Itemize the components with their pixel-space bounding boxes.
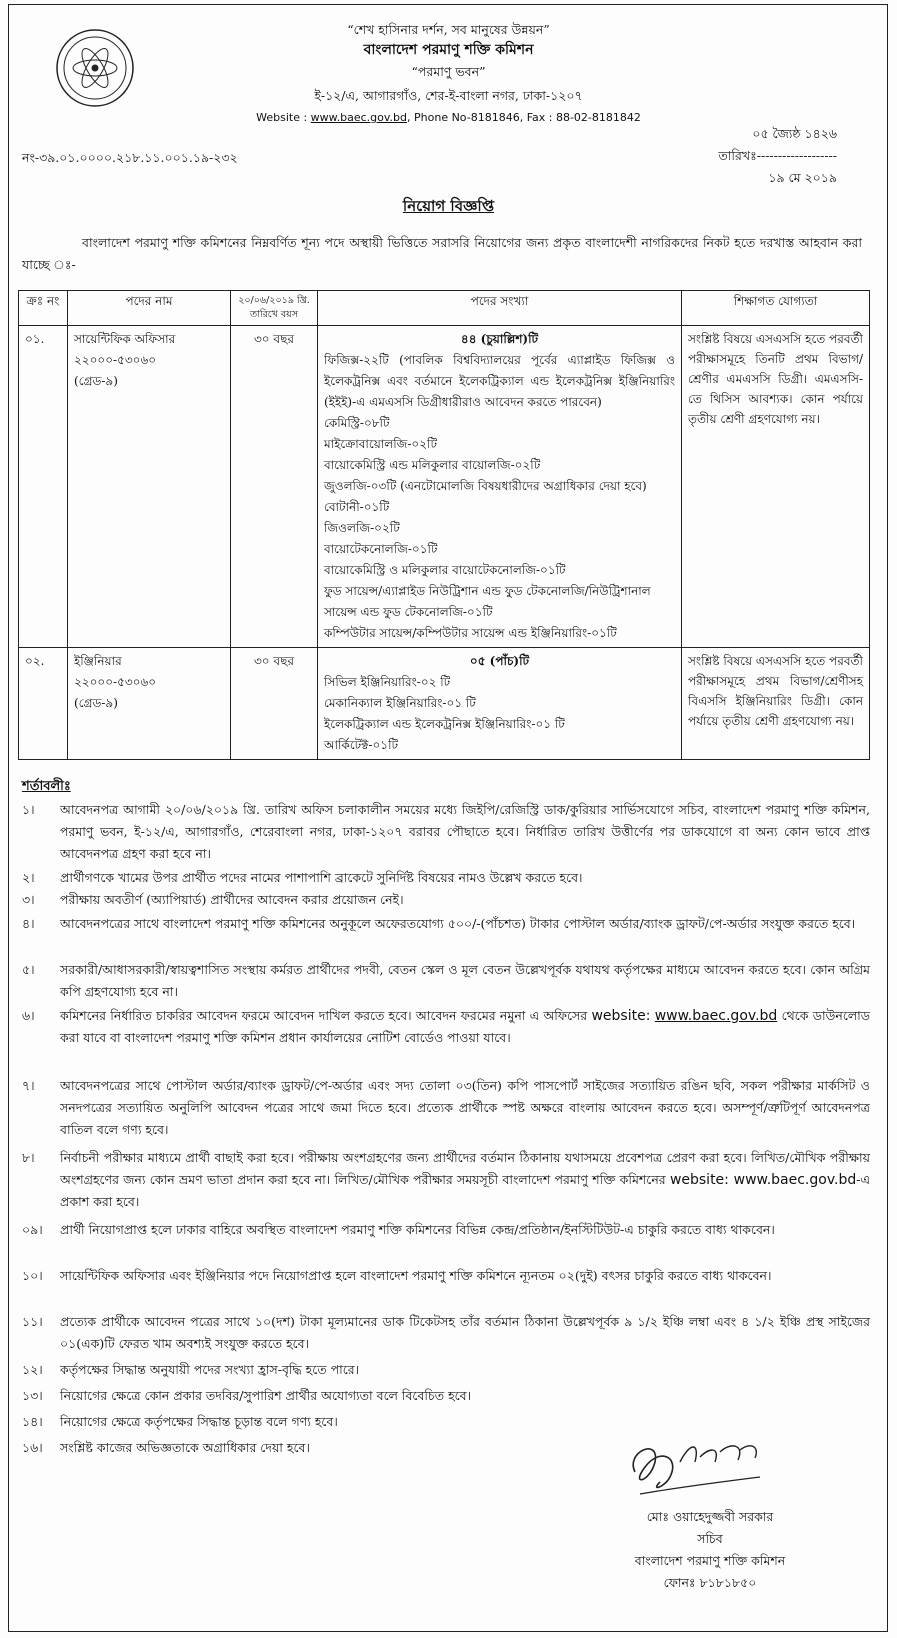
term-item: ৬। কমিশনের নির্ধারিত চাকরির আবেদন ফরমে আবেদন দাখিল করতে হবে। আবেদন ফরমের নমুনা এ অফিসের website: www.baec.gov.bd থেকে ডাউনলোড করা যাবে বা বাংলাদেশ পরমাণু শক্তি কমিশন প্রধান কার্যালয়ের নোটিশ বোর্ডেও পাওয়া যাবে। (22, 1008, 870, 1045)
signatory-name: মোঃ ওয়াহেদুজ্জবী সরকার (646, 1509, 774, 1524)
row-count (318, 648, 682, 760)
signatory-title: সচিব (697, 1531, 723, 1546)
header-count: পদের সংখ্যা (318, 291, 682, 326)
row-qualification: সংশ্লিষ্ট বিষয়ে এসএসসি হতে পরবর্তী পরীক্ষাসমূহে তিনটি প্রথম বিভাগ/ শ্রেণীর এমএসসি ডিগ্রী। এমএসসি-তে থিসিস আবশ্যক। কোন পর্যায়ে তৃতীয় শ্রেণী গ্রহণযোগ্য নয়। (682, 326, 870, 648)
grade: (গ্রেড-৯) (74, 374, 118, 388)
pay-scale: ২২০০০-৫৩০৬০ (74, 675, 157, 689)
term-item: ২। প্রার্থীগণকে খামের উপর প্রার্থীত পদের নামের পাশাপাশি ব্রাকেটে সুনির্দিষ্ট বিষয়ের নামও উল্লেখ করতে হবে। (22, 870, 583, 885)
list-item: মেকানিক্যাল ইঞ্জিনিয়ারিং-০১ টি (324, 696, 476, 710)
signatory-phone: ফোনঃ ৮১৮১৮৫০ (663, 1575, 757, 1590)
website-link[interactable]: www.baec.gov.bd (654, 1008, 778, 1024)
website-text: website: (591, 1008, 651, 1024)
header-address: ই-১২/এ, আগারগাঁও, শের-ই-বাংলা নগর, ঢাকা-১২০৭ (314, 88, 583, 103)
list-item: আর্কিটেক্ট-০১টি (324, 738, 399, 752)
row-serial: ০২. (19, 648, 68, 760)
header-org: বাংলাদেশ পরমাণু শক্তি কমিশন (363, 42, 534, 58)
row-age: ৩০ বছর (231, 326, 318, 648)
term-item: ১৪। নিয়োগের ক্ষেত্রে কর্তৃপক্ষের সিদ্ধান্ত চূড়ান্ত বলে গণ্য হবে। (22, 1414, 338, 1429)
term-item: ১৩। নিয়োগের ক্ষেত্রে কোন প্রকার তদবির/সুপারিশ প্রার্থীর অযোগ্যতা বলে বিবেচিত হবে। (22, 1388, 472, 1403)
list-item: বোটানী-০১টি (324, 500, 390, 514)
website-link[interactable]: website: www.baec.gov.bd (669, 1172, 857, 1188)
list-item: মাইক্রোবায়োলজি-০২টি (324, 437, 437, 451)
list-item: ইলেকট্রিক্যাল এন্ড ইলেকট্রনিক্স ইঞ্জিনিয়ারিং-০১ টি (324, 717, 565, 731)
list-item: জুওলজি-০৩টি (এনটোমোলজি বিষয়ধারীদের অগ্রাধিকার দেয়া হবে) (324, 479, 647, 493)
list-item: বায়োকেমিস্ট্রি এন্ড মলিকুলার বায়োলজি-০২টি (324, 458, 541, 472)
intro-paragraph: বাংলাদেশ পরমাণু শক্তি কমিশনের নিম্নবর্ণিত শূন্য পদে অস্থায়ী ভিত্তিতে সরাসরি নিয়োগের জন্য প্রকৃত বাংলাদেশী নাগরিকদের নিকট হতে দরখাস্ত আহবান করা যাচ্ছে ঃ- (22, 235, 862, 272)
table-header-row (19, 291, 870, 326)
terms-heading: শর্তাবলীঃ (22, 779, 71, 794)
header-serial: ক্রঃ নং (19, 291, 68, 326)
table-row (19, 648, 870, 760)
row-age: ৩০ বছর (231, 648, 318, 760)
term-item: ১০। সায়েন্টিফিক অফিসার এবং ইঞ্জিনিয়ার পদে নিয়োগপ্রাপ্ত হলে বাংলাদেশ পরমাণু শক্তি কমিশনে ন্যূনতম ০২(দুই) বৎসর চাকুরি করতে বাধ্য থাকবেন। (22, 1268, 772, 1283)
term-item: ১৬। সংশ্লিষ্ট কাজের অভিজ্ঞতাকে অগ্রাধিকার দেয়া হবে। (22, 1440, 310, 1455)
pay-scale: ২২০০০-৫৩০৬০ (74, 353, 157, 367)
post-total: ৪৪ (চুয়াল্লিশ)টি (460, 332, 539, 346)
table-row (19, 326, 870, 648)
list-item: সিভিল ইঞ্জিনিয়ারিং-০২ টি (324, 675, 451, 689)
date-bangla: ০৫ জ্যৈষ্ঠ ১৪২৬ (752, 126, 837, 141)
handwritten-signature (620, 1432, 770, 1507)
term-item: ৩। পরীক্ষায় অবতীর্ণ (অ্যাপিয়ার্ড) প্রার্থীদের আবেদন করার প্রয়োজন নেই। (22, 892, 404, 907)
header-age: ২০/০৬/২০১৯ খ্রি. তারিখে বয়স (231, 291, 318, 326)
list-item: জিওলজি-০২টি (324, 521, 400, 535)
website-link[interactable]: www.baec.gov.bd (310, 111, 408, 124)
website-prefix: Website : (256, 111, 311, 124)
memo-reference: নং-৩৯.০১.০০০০.২১৮.১১.০০১.১৯-২৩২ (22, 150, 238, 165)
phone-fax: , Phone No-8181846, Fax : 88-02-8181842 (407, 111, 641, 124)
vacancy-table (18, 290, 870, 760)
header-contact (0, 110, 897, 126)
post-name: সায়েন্টিফিক অফিসার (74, 332, 176, 346)
term-item: ৭। আবেদনপত্রের সাথে পোস্টাল অর্ডার/ব্যাংক ড্রাফট/পে-অর্ডার এবং সদ্য তোলা ০৩(তিন) কপি পাসপোর্ট সাইজের সত্যায়িত রঙিন ছবি, সকল পরীক্ষার মার্কসিট ও সনদপত্রের সত্যায়িত অনুলিপি আবেদন পত্রের সাথে জমা দিতে হবে। প্রত্যেক প্রার্থীকে স্পষ্ট অক্ষরে বাংলায় আবেদন করতে হবে। অসম্পূর্ণ/ত্রুটিপূর্ণ আবেদনপত্র বাতিল বলে গণ্য হবে। (22, 1078, 870, 1137)
header-qualification: শিক্ষাগত যোগ্যতা (682, 291, 870, 326)
date-label: তারিখঃ------------------- (718, 148, 837, 163)
post-total: ০৫ (পাঁচ)টি (469, 654, 530, 668)
post-name: ইঞ্জিনিয়ার (74, 654, 122, 668)
list-item: বায়োকেমিস্ট্রি ও মলিকুলার বায়োটেকনোলজি-০১টি (324, 563, 566, 577)
term-item: ১১। প্রত্যেক প্রার্থীকে আবেদন পত্রের সাথে ১০(দশ) টাকা মূল্যমানের ডাক টিকেটসহ তাঁর বর্তমান ঠিকানা উল্লেখপূর্বক ৯ ১/২ ইঞ্চি লম্বা এবং ৪ ১/২ ইঞ্চি প্রস্থ সাইজের ০১(এক)টি ফেরত খাম অবশ্যই সংযুক্ত করতে হবে। (22, 1314, 870, 1351)
list-item: কেমিস্ট্রি-০৮টি (324, 416, 390, 430)
term-item: ০৯। প্রার্থী নিয়োগপ্রাপ্ত হলে ঢাকার বাহিরে অবস্থিত বাংলাদেশ পরমাণু শক্তি কমিশনের বিভিন্ন কেন্দ্র/প্রতিষ্ঠান/ইনস্টিটিউট-এ চাকুরি করতে বাধ্য থাকবেন। (22, 1222, 775, 1237)
notice-title: নিয়োগ বিজ্ঞপ্তি (402, 197, 495, 215)
term-item: ১২। কর্তৃপক্ষের সিদ্ধান্ত অনুযায়ী পদের সংখ্যা হ্রাস-বৃদ্ধি হতে পারে। (22, 1362, 360, 1377)
list-item: ফুড সায়েন্স/এ্যাপ্লাইড নিউট্রিশান এন্ড ফুড টেকনোলজি/নিউট্রিশানাল সায়েন্স এন্ড ফুড টেকনোলজি-০১টি (324, 584, 651, 619)
row-post (68, 326, 231, 648)
term-item: ৪। আবেদনপত্রের সাথে বাংলাদেশ পরমাণু শক্তি কমিশনের অনুকূলে অফেরতযোগ্য ৫০০/-(পাঁচশত) টাকার পোস্টাল অর্ডার/ব্যাংক ড্রাফট/পে-অর্ডার সংযুক্ত করতে হবে। (22, 916, 856, 931)
term-item: ৫। সরকারী/আধাসরকারী/স্বায়ত্বশাসিত সংস্থায় কর্মরত প্রার্থীদের পদবী, বেতন স্কেল ও মূল বেতন উল্লেখপূর্বক যথাযথ কর্তৃপক্ষের মাধ্যমে আবেদন করতে হবে। কোন অগ্রিম কপি গ্রহণযোগ্য হবে না। (22, 962, 870, 999)
header-building: “পরমাণু ভবন” (411, 64, 486, 79)
term-item: ৮। নির্বাচনী পরীক্ষার মাধ্যমে প্রার্থী বাছাই করা হবে। পরীক্ষায় অংশগ্রহণের জন্য প্রার্থীদের বর্তমান ঠিকানায় যথাসময়ে প্রবেশপত্র প্রেরণ করা হবে। লিখিত/মৌখিক পরীক্ষায় অংশগ্রহণের জন্য কোন ভ্রমণ ভাতা প্রদান করা হবে না। লিখিত/মৌখিক পরীক্ষার সময়সূচী বাংলাদেশ পরমাণু শক্তি কমিশনের website: www.baec.gov.bd-এ প্রকাশ করা হবে। (22, 1150, 870, 1209)
row-serial: ০১. (19, 326, 68, 648)
list-item: ফিজিক্স-২২টি (পাবলিক বিশ্ববিদ্যালয়ের পূর্বের এ্যাপ্লাইড ফিজিক্স ও ইলেকট্রনিক্স এবং বর্তমানে ইলেকট্রিক্যাল এন্ড ইলেকট্রনিক্স ইঞ্জিনিয়ারিং (ইইই)-এ এমএসসি ডিগ্রীধারীরাও আবেদন করতে পারবেন) (324, 353, 675, 409)
row-count (318, 326, 682, 648)
list-item: বায়োটেকনোলজি-০১টি (324, 542, 438, 556)
term-item: ১। আবেদনপত্র আগামী ২০/০৬/২০১৯ খ্রি. তারিখ অফিস চলাকালীন সময়ের মধ্যে জিইপি/রেজিস্ট্রি ডাক/কুরিয়ার সার্ভিসযোগে সচিব, বাংলাদেশ পরমাণু শক্তি কমিশন, পরমাণু ভবন, ই-১২/এ, আগারগাঁও, শেরেবাংলা নগর, ঢাকা-১২০৭ বরাবর পৌছাতে হবে। নির্ধারিত তারিখ উত্তীর্ণের পর ডাকযোগে বা অন্য কোন ভাবে প্রাপ্ত আবেদনপত্র গ্রহণ করা হবে না। (22, 802, 870, 861)
row-qualification: সংশ্লিষ্ট বিষয়ে এসএসসি হতে পরবর্তী পরীক্ষাসমূহে প্রথম বিভাগ/শ্রেণীসহ বিএসসি ইঞ্জিনিয়ারিং ডিগ্রী। কোন পর্যায়ে তৃতীয় শ্রেণী গ্রহণযোগ্য নয়। (682, 648, 870, 760)
row-post (68, 648, 231, 760)
header-post: পদের নাম (68, 291, 231, 326)
signatory-org: বাংলাদেশ পরমাণু শক্তি কমিশন (634, 1553, 786, 1568)
list-item: কম্পিউটার সায়েন্স/কম্পিউটার সায়েন্স এন্ড ইঞ্জিনিয়ারিং-০১টি (324, 626, 617, 640)
date-english: ১৯ মে ২০১৯ (768, 170, 837, 185)
grade: (গ্রেড-৯) (74, 696, 118, 710)
header-motto: “শেখ হাসিনার দর্শন, সব মানুষের উন্নয়ন” (347, 22, 550, 37)
